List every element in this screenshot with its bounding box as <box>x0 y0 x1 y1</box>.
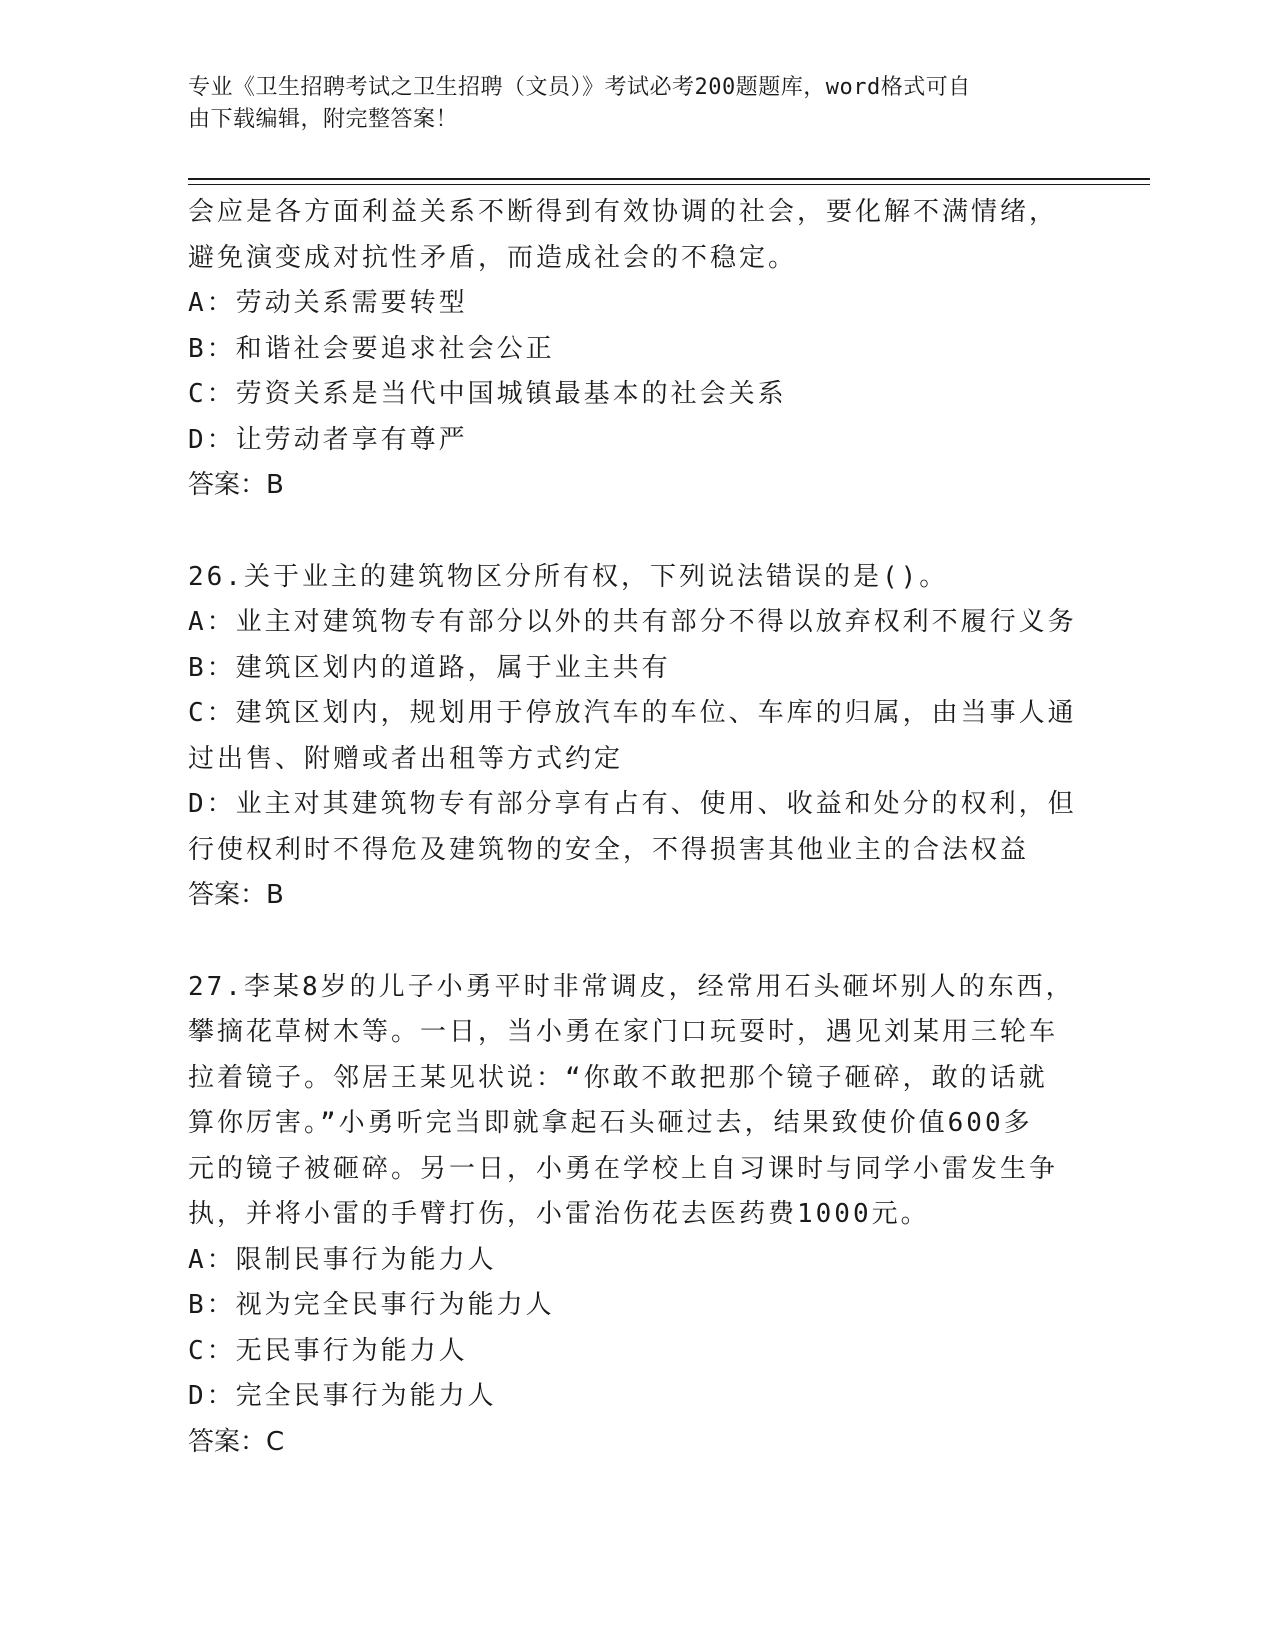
option-c: C：无民事行为能力人 <box>188 1335 468 1366</box>
option-a: A：限制民事行为能力人 <box>188 1244 497 1275</box>
option-c: C：劳资关系是当代中国城镇最基本的社会关系 <box>188 379 787 409</box>
answer: 答案：B <box>188 470 284 500</box>
question-text-line: 27.李某8岁的儿子小勇平时非常调皮，经常用石头砸坏别人的东西， <box>188 971 1075 1002</box>
question-text-line: 拉着镜子。邻居王某见状说：“你敢不敢把那个镜子砸碎，敢的话就 <box>188 1062 1048 1093</box>
answer: 答案：B <box>188 880 284 910</box>
header-rule-thin <box>188 184 1150 185</box>
header-line-1: 专业《卫生招聘考试之卫生招聘（文员）》考试必考200题题库，word格式可自 <box>188 75 971 100</box>
question-text-line: 攀摘花草树木等。一日，当小勇在家门口玩耍时，遇见刘某用三轮车 <box>188 1017 1059 1047</box>
header-rule-thick <box>188 178 1150 180</box>
option-b: B：视为完全民事行为能力人 <box>188 1290 555 1320</box>
option-d: D：完全民事行为能力人 <box>188 1381 497 1411</box>
spacer <box>188 509 1068 555</box>
spacer <box>188 919 1068 965</box>
header-line-2: 由下载编辑，附完整答案！ <box>188 107 459 132</box>
option-a: A：业主对建筑物专有部分以外的共有部分不得以放弃权利不履行义务 <box>188 607 1077 637</box>
document-body <box>188 190 1077 1465</box>
document-header <box>188 72 1068 136</box>
question-text-line: 26.关于业主的建筑物区分所有权，下列说法错误的是()。 <box>188 561 949 592</box>
question-26 <box>188 555 1077 919</box>
question-text-line: 元的镜子被砸碎。另一日，小勇在学校上自习课时与同学小雷发生争 <box>188 1153 1059 1184</box>
question-text-line: 算你厉害。”小勇听完当即就拿起石头砸过去，结果致使价值600多 <box>188 1108 1033 1138</box>
question-text-line: 会应是各方面利益关系不断得到有效协调的社会，要化解不满情绪， <box>188 197 1059 227</box>
option-c: C：建筑区划内，规划用于停放汽车的车位、车库的归属，由当事人通 <box>188 698 1077 728</box>
question-text-line: 执，并将小雷的手臂打伤，小雷治伤花去医药费1000元。 <box>188 1199 930 1229</box>
option-d: D：让劳动者享有尊严 <box>188 424 468 455</box>
option-c-continued: 过出售、附赠或者出租等方式约定 <box>188 743 624 774</box>
option-d: D：业主对其建筑物专有部分享有占有、使用、收益和处分的权利，但 <box>188 789 1077 819</box>
answer: 答案：C <box>188 1426 285 1457</box>
option-b: B：建筑区划内的道路，属于业主共有 <box>188 652 671 683</box>
option-b: B：和谐社会要追求社会公正 <box>188 333 555 364</box>
question-25-continuation <box>188 190 1068 509</box>
option-d-continued: 行使权利时不得危及建筑物的安全，不得损害其他业主的合法权益 <box>188 834 1030 865</box>
question-text-line: 避免演变成对抗性矛盾，而造成社会的不稳定。 <box>188 242 798 273</box>
option-a: A：劳动关系需要转型 <box>188 288 468 318</box>
question-27 <box>188 965 1075 1466</box>
